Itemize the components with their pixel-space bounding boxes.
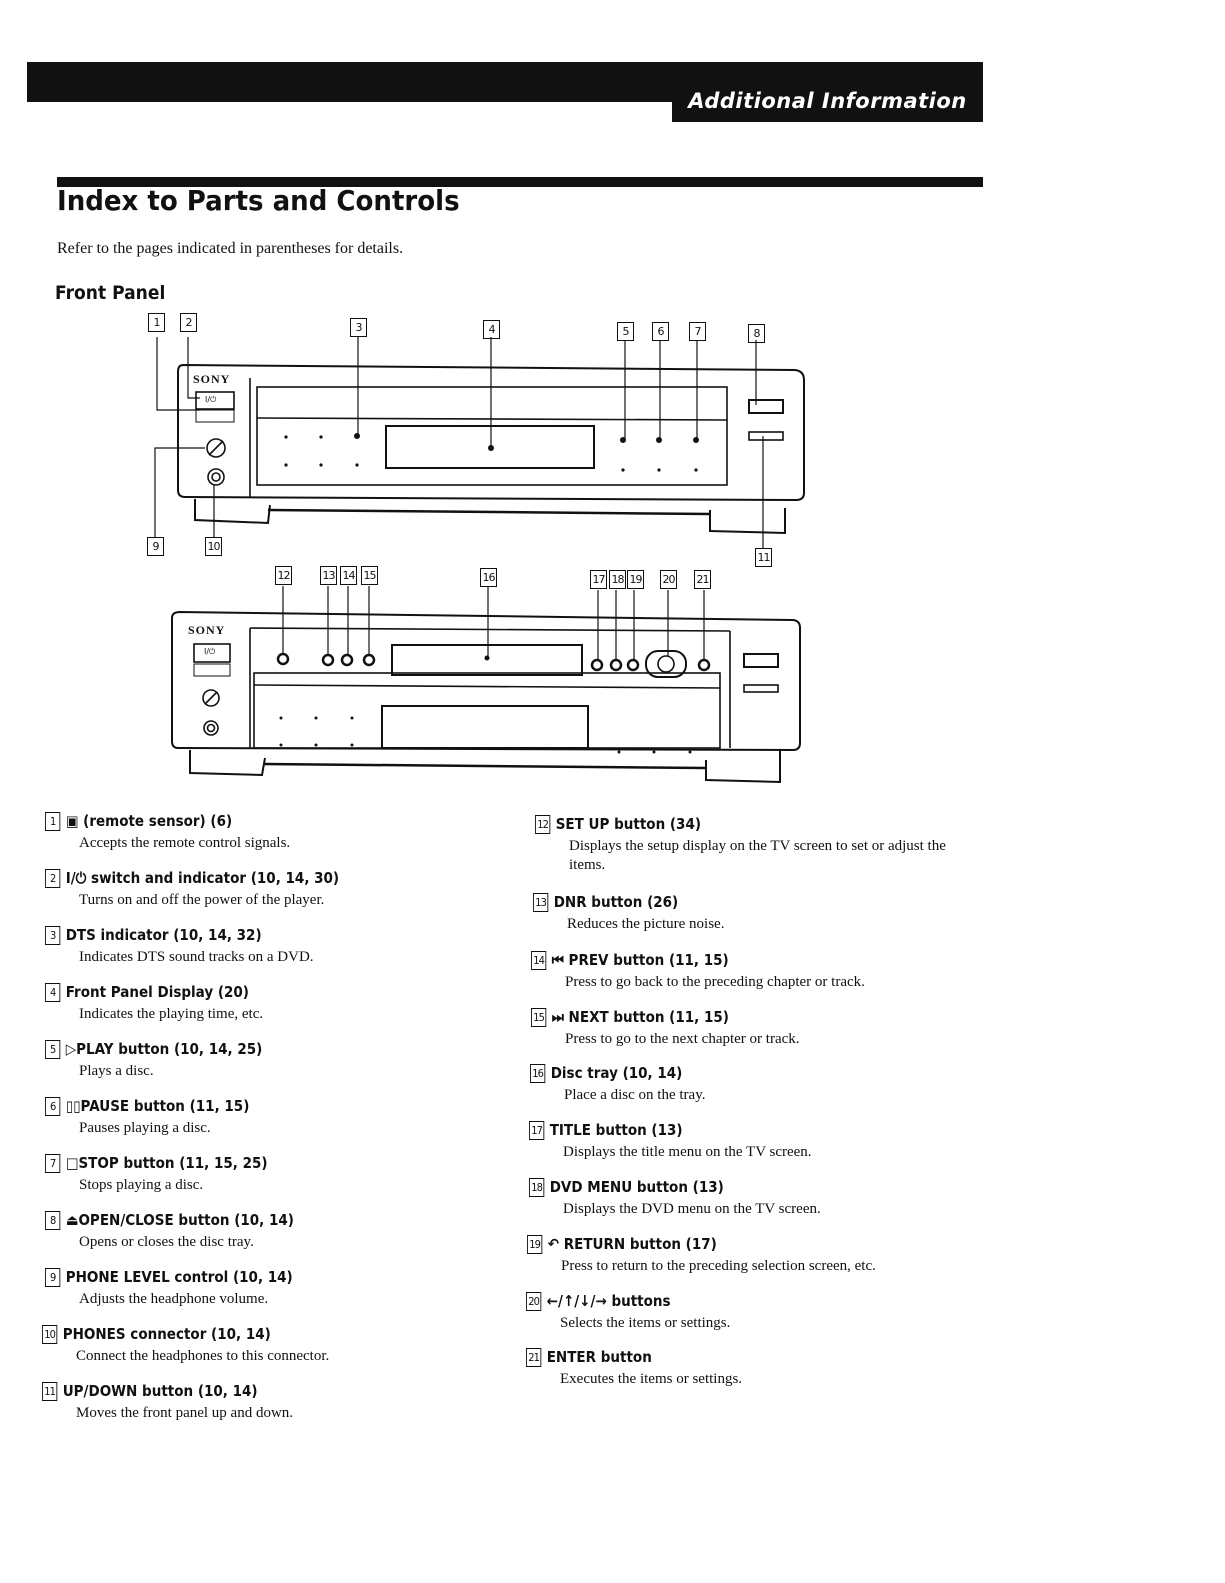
leader-lines-lower bbox=[283, 586, 704, 660]
index-entry-4 bbox=[45, 983, 459, 1024]
entry-description: Indicates DTS sound tracks on a DVD. bbox=[79, 949, 314, 965]
page-title: Index to Parts and Controls bbox=[57, 184, 460, 217]
entry-description: Displays the title menu on the TV screen. bbox=[563, 1144, 812, 1160]
callout-4: 4 bbox=[483, 320, 500, 339]
entry-title: DTS indicator (10, 14, 32) bbox=[65, 926, 262, 944]
entry-number: 20 bbox=[526, 1292, 541, 1311]
device-lower bbox=[172, 612, 800, 782]
entry-title: ⏮ PREV button (11, 15) bbox=[551, 951, 729, 969]
index-entry-7 bbox=[45, 1154, 459, 1195]
index-entry-8 bbox=[45, 1211, 459, 1252]
callout-16: 16 bbox=[480, 568, 497, 587]
entry-title: SET UP button (34) bbox=[555, 815, 702, 833]
entry-number: 6 bbox=[45, 1097, 60, 1116]
entry-number: 15 bbox=[531, 1008, 546, 1027]
callout-10: 10 bbox=[205, 537, 222, 556]
callout-1: 1 bbox=[148, 313, 165, 332]
entry-description: Accepts the remote control signals. bbox=[79, 835, 291, 851]
entry-description: Press to go back to the preceding chapter or track. bbox=[565, 974, 865, 990]
index-entry-20 bbox=[526, 1292, 940, 1333]
callout-14: 14 bbox=[340, 566, 357, 585]
index-entry-17 bbox=[529, 1121, 943, 1162]
entry-number: 17 bbox=[529, 1121, 544, 1140]
entry-title: TITLE button (13) bbox=[549, 1121, 683, 1139]
entry-description: Place a disc on the tray. bbox=[564, 1087, 706, 1103]
callout-8: 8 bbox=[748, 324, 765, 343]
index-entry-6 bbox=[45, 1097, 459, 1138]
callout-6: 6 bbox=[652, 322, 669, 341]
entry-description: Connect the headphones to this connector. bbox=[76, 1348, 330, 1364]
entry-number: 7 bbox=[45, 1154, 60, 1173]
index-entry-15 bbox=[531, 1008, 945, 1049]
entry-title: ▷PLAY button (10, 14, 25) bbox=[65, 1040, 263, 1058]
entry-number: 3 bbox=[45, 926, 60, 945]
entry-title: DNR button (26) bbox=[553, 893, 679, 911]
brand-label-lower: SONY bbox=[188, 623, 226, 637]
entry-description: Press to go to the next chapter or track. bbox=[565, 1031, 800, 1047]
entry-description: Indicates the playing time, etc. bbox=[79, 1006, 264, 1022]
index-entry-11 bbox=[42, 1382, 456, 1423]
index-entry-13 bbox=[533, 893, 947, 934]
entry-number: 1 bbox=[45, 812, 60, 831]
index-entry-9 bbox=[45, 1268, 459, 1309]
entry-description: Pauses playing a disc. bbox=[79, 1120, 211, 1136]
entry-description: Turns on and off the power of the player. bbox=[79, 892, 325, 908]
callout-2: 2 bbox=[180, 313, 197, 332]
index-entry-19 bbox=[527, 1235, 941, 1276]
entry-title: ↶ RETURN button (17) bbox=[547, 1235, 717, 1253]
entry-number: 4 bbox=[45, 983, 60, 1002]
index-entry-1 bbox=[45, 812, 459, 853]
entry-title: ⏭ NEXT button (11, 15) bbox=[551, 1008, 729, 1026]
entry-description: Selects the items or settings. bbox=[560, 1315, 731, 1331]
entry-title: ENTER button bbox=[546, 1348, 652, 1366]
entry-title: ▯▯PAUSE button (11, 15) bbox=[65, 1097, 250, 1115]
entry-number: 18 bbox=[529, 1178, 544, 1197]
power-label-lower: I/⏻ bbox=[204, 647, 216, 656]
entry-description: Press to return to the preceding selection screen, etc. bbox=[561, 1258, 876, 1274]
index-entry-10 bbox=[42, 1325, 456, 1366]
intro-text: Refer to the pages indicated in parentheses for details. bbox=[57, 240, 404, 257]
callout-21: 21 bbox=[694, 570, 711, 589]
entry-description: Opens or closes the disc tray. bbox=[79, 1234, 254, 1250]
callout-3: 3 bbox=[350, 318, 367, 337]
entry-description: Reduces the picture noise. bbox=[567, 916, 725, 932]
entry-description: Displays the setup display on the TV screen to set or adjust the items. bbox=[569, 838, 946, 873]
entry-title: ⏏OPEN/CLOSE button (10, 14) bbox=[65, 1211, 294, 1229]
entry-number: 10 bbox=[42, 1325, 57, 1344]
entry-title: PHONES connector (10, 14) bbox=[62, 1325, 271, 1343]
entry-description: Displays the DVD menu on the TV screen. bbox=[563, 1201, 821, 1217]
entry-number: 19 bbox=[527, 1235, 542, 1254]
brand-label-upper: SONY bbox=[193, 372, 231, 386]
index-entry-3 bbox=[45, 926, 459, 967]
callout-12: 12 bbox=[275, 566, 292, 585]
callout-11: 11 bbox=[755, 548, 772, 567]
callout-17: 17 bbox=[590, 570, 607, 589]
callout-20: 20 bbox=[660, 570, 677, 589]
entry-description: Executes the items or settings. bbox=[560, 1371, 743, 1387]
power-label-upper: I/⏻ bbox=[205, 395, 217, 404]
entry-title: ▣ (remote sensor) (6) bbox=[65, 812, 233, 830]
index-entry-2 bbox=[45, 869, 459, 910]
section-tab: Additional Information bbox=[672, 80, 983, 122]
entry-title: I/⏻ switch and indicator (10, 14, 30) bbox=[65, 869, 340, 887]
callout-18: 18 bbox=[609, 570, 626, 589]
entry-number: 12 bbox=[535, 815, 550, 834]
entry-number: 9 bbox=[45, 1268, 60, 1287]
callout-19: 19 bbox=[627, 570, 644, 589]
entry-description: Adjusts the headphone volume. bbox=[79, 1291, 269, 1307]
index-entry-12 bbox=[535, 815, 949, 875]
callout-15: 15 bbox=[361, 566, 378, 585]
entry-description: Plays a disc. bbox=[79, 1063, 154, 1079]
entry-description: Stops playing a disc. bbox=[79, 1177, 204, 1193]
entry-number: 11 bbox=[42, 1382, 57, 1401]
callout-5: 5 bbox=[617, 322, 634, 341]
index-entry-14 bbox=[531, 951, 945, 992]
callout-7: 7 bbox=[689, 322, 706, 341]
entry-title: DVD MENU button (13) bbox=[549, 1178, 724, 1196]
entry-description: Moves the front panel up and down. bbox=[76, 1405, 294, 1421]
entry-number: 16 bbox=[530, 1064, 545, 1083]
entry-number: 8 bbox=[45, 1211, 60, 1230]
entry-number: 5 bbox=[45, 1040, 60, 1059]
section-heading: Front Panel bbox=[55, 282, 166, 304]
entry-title: Disc tray (10, 14) bbox=[550, 1064, 683, 1082]
index-entry-16 bbox=[530, 1064, 944, 1105]
index-entry-5 bbox=[45, 1040, 459, 1081]
entry-title: Front Panel Display (20) bbox=[65, 983, 249, 1001]
entry-title: PHONE LEVEL control (10, 14) bbox=[65, 1268, 293, 1286]
entry-number: 2 bbox=[45, 869, 60, 888]
entry-title: UP/DOWN button (10, 14) bbox=[62, 1382, 258, 1400]
entry-number: 21 bbox=[526, 1348, 541, 1367]
entry-title: □STOP button (11, 15, 25) bbox=[65, 1154, 268, 1172]
index-entry-18 bbox=[529, 1178, 943, 1219]
callout-9: 9 bbox=[147, 537, 164, 556]
entry-number: 13 bbox=[533, 893, 548, 912]
entry-title: ←/↑/↓/→ buttons bbox=[546, 1292, 671, 1310]
entry-number: 14 bbox=[531, 951, 546, 970]
callout-13: 13 bbox=[320, 566, 337, 585]
index-entry-21 bbox=[526, 1348, 940, 1389]
